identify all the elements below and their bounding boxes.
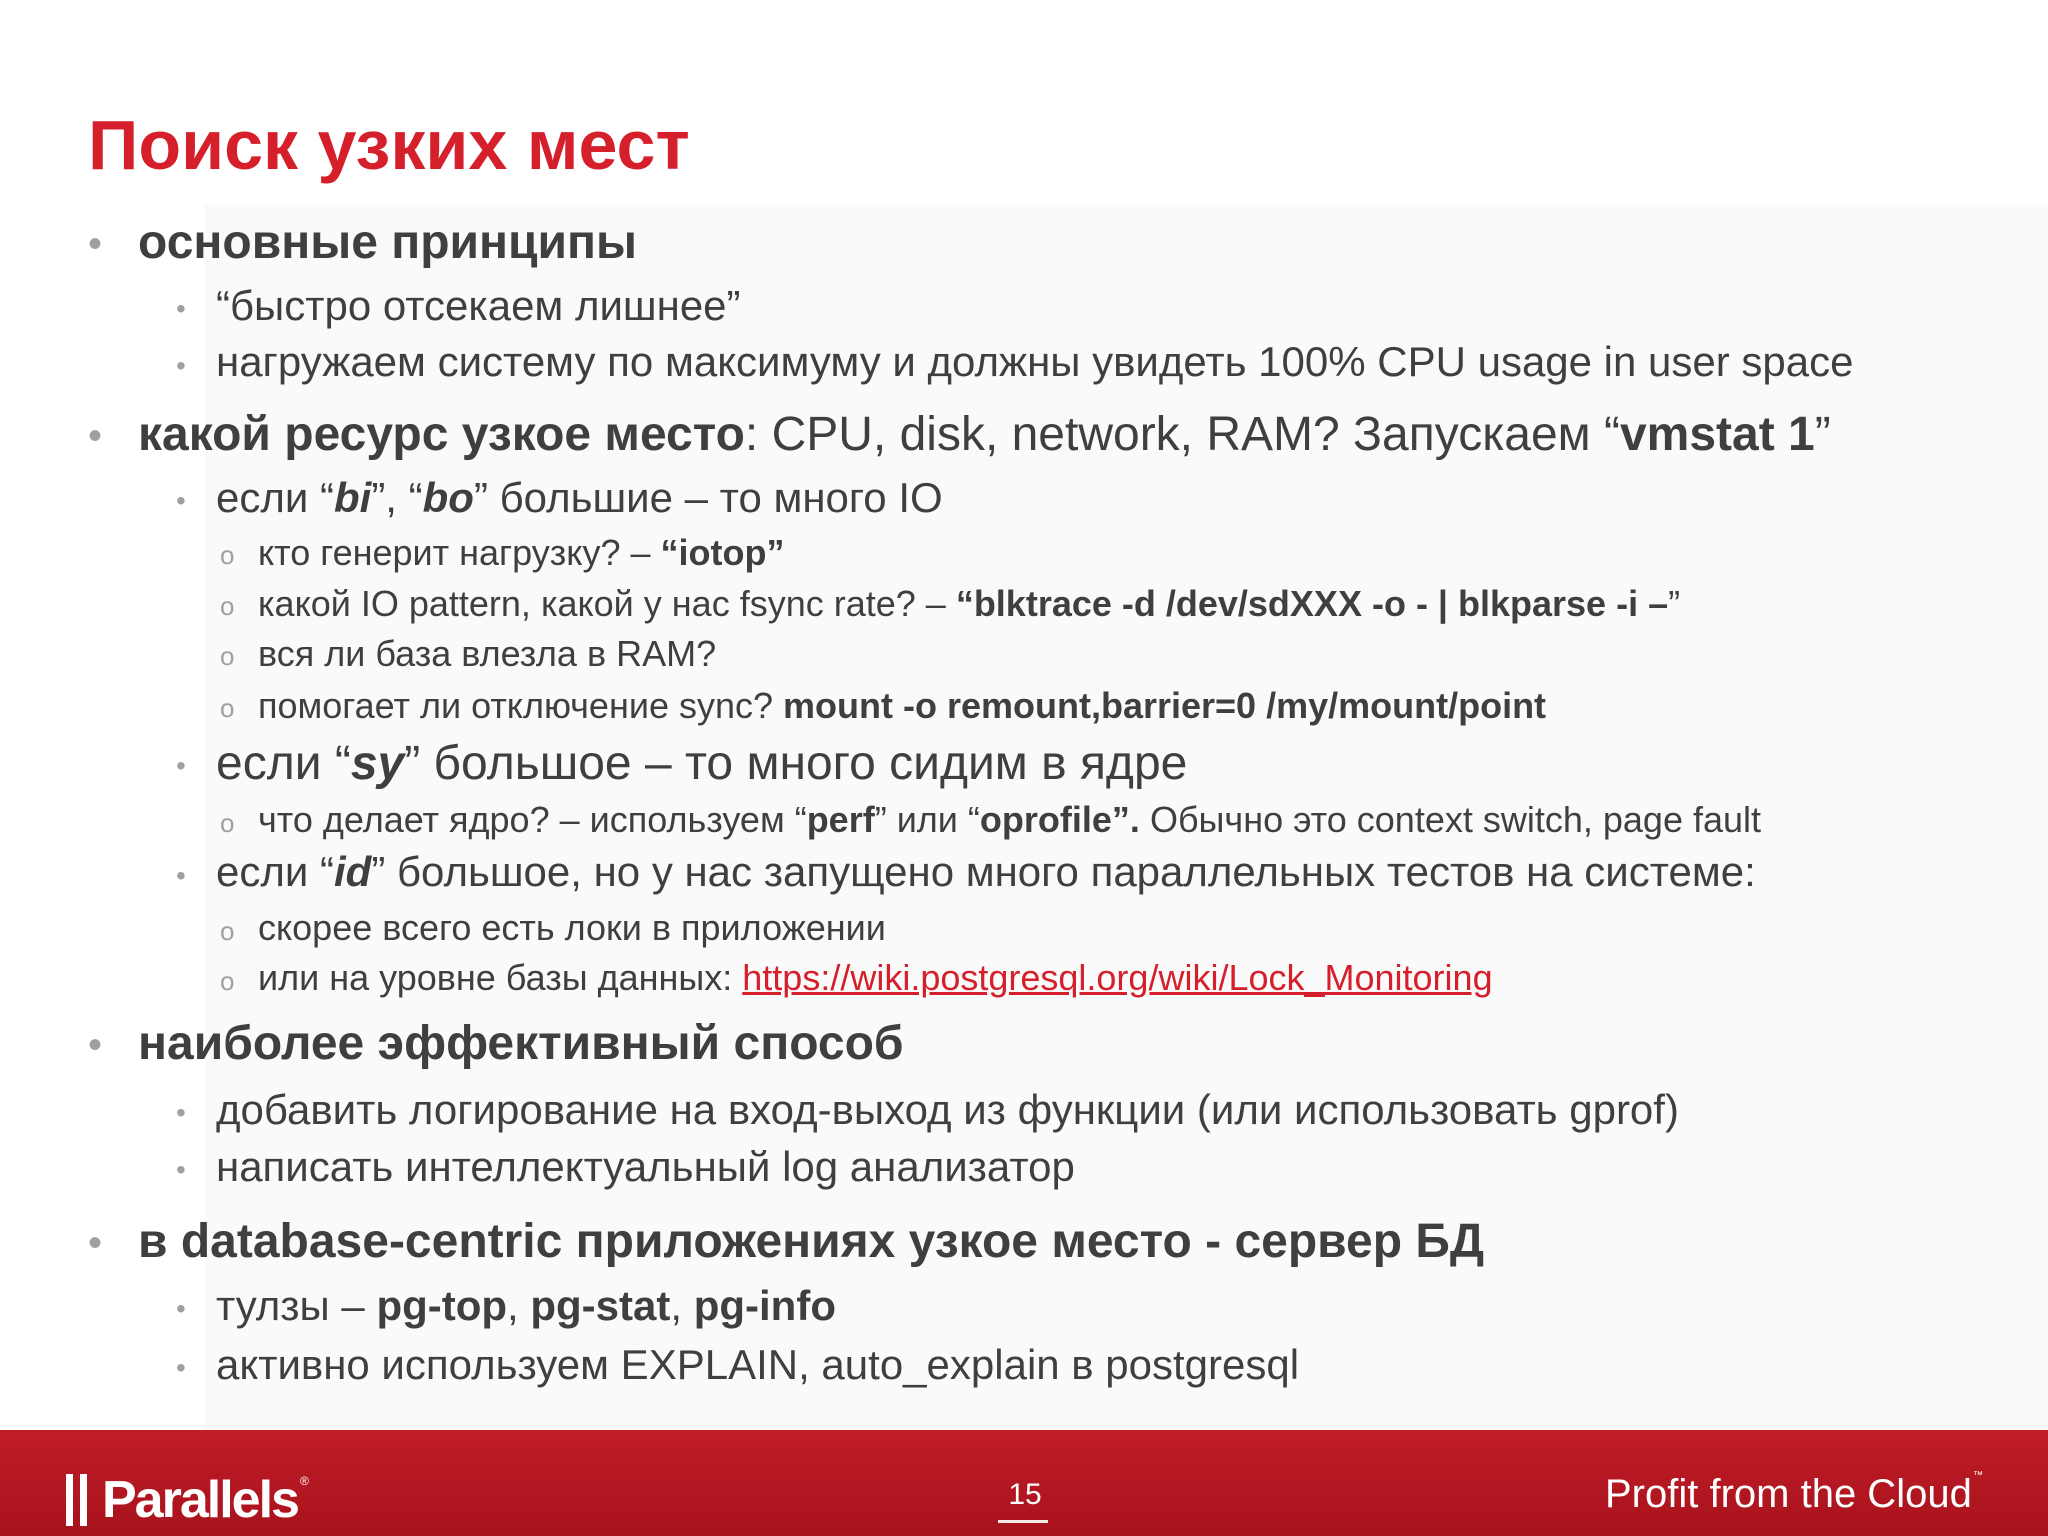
section-heading-effective: наиболее эффективный способ xyxy=(138,1017,904,1070)
circle-bullet: o xyxy=(220,916,235,946)
bullet-dot: • xyxy=(176,350,186,381)
bullet-dot: • xyxy=(176,1097,186,1128)
list-item: добавить логирование на вход-выход из функции (или использовать gprof) xyxy=(216,1086,1679,1133)
circle-bullet: o xyxy=(220,693,235,723)
section-heading-principles: основные принципы xyxy=(138,216,638,269)
bullet-dot: • xyxy=(88,1023,103,1067)
footer-bar xyxy=(0,1430,2048,1536)
circle-bullet: o xyxy=(220,591,235,621)
trademark-mark: ™ xyxy=(1973,1470,1983,1481)
parallels-logo-text: Parallels xyxy=(102,1471,298,1529)
list-item: активно используем EXPLAIN, auto_explain в postgresql xyxy=(216,1341,1300,1388)
bullet-dot: • xyxy=(176,750,186,781)
list-item: написать интеллектуальный log анализатор xyxy=(216,1143,1075,1190)
registered-mark: ® xyxy=(300,1474,309,1488)
bullet-dot: • xyxy=(176,1293,186,1324)
circle-bullet: o xyxy=(220,641,235,671)
list-item-id: если “id” большое, но у нас запущено много параллельных тестов на системе: xyxy=(216,848,1756,895)
sub-item: что делает ядро? – используем “perf” или “oprofile”. Обычно это context switch, page fault xyxy=(258,799,1762,840)
list-item: “быстро отсекаем лишнее” xyxy=(216,282,741,329)
page-number: 15 xyxy=(1008,1478,1042,1511)
bullet-dot: • xyxy=(88,414,103,458)
bullet-dot: • xyxy=(176,293,186,324)
list-item-tools: тулзы – pg-top, pg-stat, pg-info xyxy=(216,1282,836,1329)
list-item-bi-bo: если “bi”, “bo” большие – то много IO xyxy=(216,474,943,521)
sub-item: помогает ли отключение sync? mount -o remount,barrier=0 /my/mount/point xyxy=(258,685,1547,726)
section-heading-resource: какой ресурс узкое место: CPU, disk, network, RAM? Запускаем “vmstat 1” xyxy=(138,408,1831,461)
page-number-underline xyxy=(998,1520,1048,1523)
list-item-sy: если “sy” большое – то много сидим в ядре xyxy=(216,737,1188,790)
bullet-dot: • xyxy=(176,485,186,516)
sub-item: вся ли база влезла в RAM? xyxy=(258,633,717,674)
circle-bullet: o xyxy=(220,808,235,838)
bullet-dot: • xyxy=(176,1154,186,1185)
sub-item: или на уровне базы данных: https://wiki.postgresql.org/wiki/Lock_Monitoring xyxy=(258,957,1493,998)
section-heading-database: в database-centric приложениях узкое место - сервер БД xyxy=(138,1215,1485,1268)
tagline: Profit from the Cloud xyxy=(1605,1472,1972,1516)
sub-item: скорее всего есть локи в приложении xyxy=(258,907,886,948)
bullet-dot: • xyxy=(88,222,103,266)
circle-bullet: o xyxy=(220,966,235,996)
sub-item: какой IO pattern, какой у нас fsync rate? – “blktrace -d /dev/sdXXX -o - | blkparse -i –” xyxy=(258,583,1681,624)
lock-monitoring-link[interactable]: https://wiki.postgresql.org/wiki/Lock_Monitoring xyxy=(742,957,1493,998)
sub-item: кто генерит нагрузку? – “iotop” xyxy=(258,532,785,573)
circle-bullet: o xyxy=(220,540,235,570)
bullet-dot: • xyxy=(88,1221,103,1265)
list-item: нагружаем систему по максимуму и должны увидеть 100% CPU usage in user space xyxy=(216,338,1854,385)
bullet-dot: • xyxy=(176,1352,186,1383)
bullet-dot: • xyxy=(176,860,186,891)
slide-title: Поиск узких мест xyxy=(88,106,690,184)
